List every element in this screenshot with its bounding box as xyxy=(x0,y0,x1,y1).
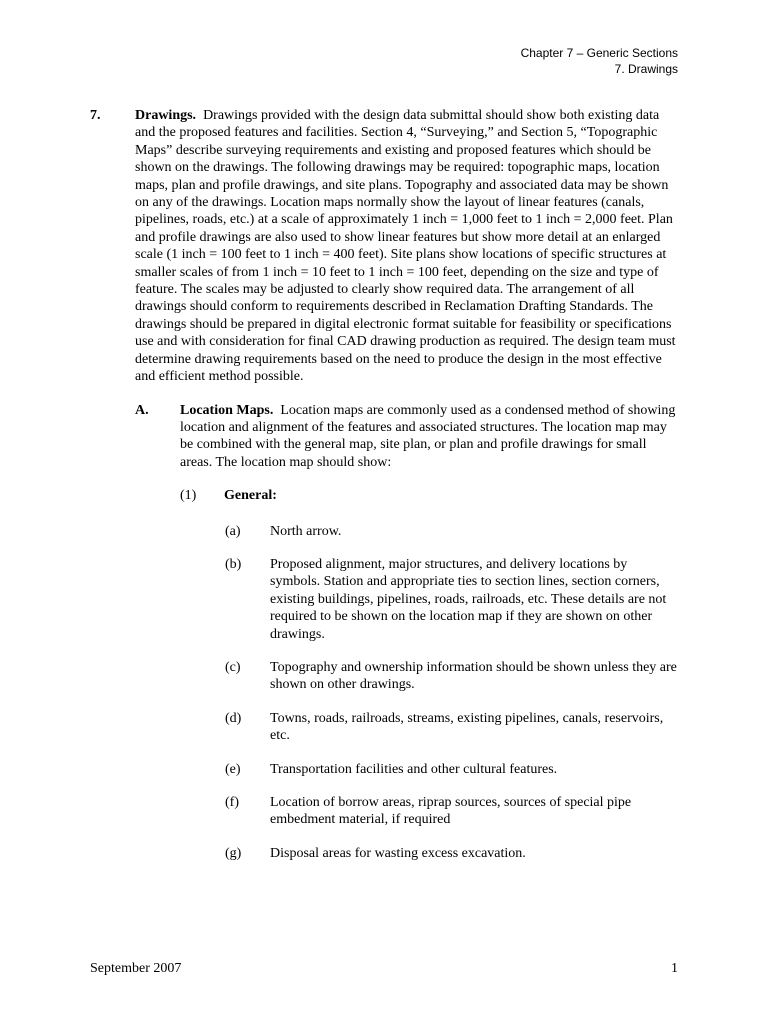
general-title: General: xyxy=(224,488,277,504)
list-item-label: (d) xyxy=(225,710,242,726)
list-item xyxy=(225,710,680,745)
list-item-label: (e) xyxy=(225,761,241,777)
subsection-title: Location Maps. xyxy=(180,402,274,418)
list-item-text: Proposed alignment, major structures, and delivery locations by symbols. Station and appropriate ties to section lines, section corners, existing buildings, pipelines, roads, railroads, etc. These details are not required to be shown on the location map if they are shown on other drawings. xyxy=(270,556,667,642)
list-item-label: (f) xyxy=(225,795,239,810)
list-item-text: Topography and ownership information should be shown unless they are shown on other drawings. xyxy=(270,659,677,693)
list-item-text: Disposal areas for wasting excess excavation. xyxy=(270,845,526,861)
list-item xyxy=(225,794,680,829)
list-item-label: (a) xyxy=(225,523,241,539)
footer-page-number: 1 xyxy=(671,961,678,976)
list-item-text: North arrow. xyxy=(270,523,342,539)
section-row xyxy=(90,107,680,386)
list-item-label: (c) xyxy=(225,659,241,675)
list-item xyxy=(225,845,680,862)
list-item xyxy=(225,659,680,694)
list-item xyxy=(225,556,680,643)
list-item-text: Location of borrow areas, riprap sources, sources of special pipe embedment material, if required xyxy=(270,795,632,828)
section-title: Drawings. xyxy=(135,108,197,123)
list-item-label: (g) xyxy=(225,845,242,861)
list-item xyxy=(225,761,680,778)
section-paragraph xyxy=(135,107,680,386)
list-item-text: Transportation facilities and other cultural features. xyxy=(270,761,558,777)
subsection-paragraph xyxy=(180,402,680,472)
header-chapter: Chapter 7 – Generic Sections xyxy=(520,46,678,60)
section-body: Drawings provided with the design data submittal should show both existing data and the proposed features and facilities. Section 4, “Surveying,” and Section 5, “Topographic Maps” describe surveying requirements and existing and proposed features which should be shown on the drawings. The following drawings may be required: topographic maps, location maps, plan and profile drawings, and site plans. Topography and associated data may be shown on any of the drawings. Location maps normally show the layout of linear features (canals, pipelines, roads, etc.) at a scale of approximately 1 inch = 1,000 feet to 1 inch = 2,000 feet. Plan and profile drawings are also used to show linear features but show more detail at an enlarged scale (1 inch = 100 feet to 1 inch = 400 feet). Site plans show locations of specific structures at smaller scales of from 1 inch = 10 feet to 1 inch = 100 feet, depending on the size and type of feature. The scales may be adjusted to clearly show required data. The arrangement of all drawings should conform to requirements described in Reclamation Drafting Standards. The drawings should be prepared in digital electronic format suitable for feasibility or specifications use and with consideration for final CAD drawing production as required. The design team must determine drawing requirements based on the need to produce the design in the most effective and efficient method possible. xyxy=(135,108,676,385)
general-number: (1) xyxy=(180,488,197,504)
section-number: 7. xyxy=(90,108,101,123)
footer-date: September 2007 xyxy=(90,961,182,976)
general-heading xyxy=(180,487,680,504)
subsection-location-maps xyxy=(135,402,680,472)
general-items-list xyxy=(225,523,680,863)
list-item-text: Towns, roads, railroads, streams, existing pipelines, canals, reservoirs, etc. xyxy=(270,710,664,744)
header-section: 7. Drawings xyxy=(614,62,678,76)
subsection-body: Location maps are commonly used as a condensed method of showing location and alignment of the features and associated structures. The location map may be combined with the general map, site plan, or plan and profile drawings for small areas. The location map should show: xyxy=(180,402,676,470)
section-drawings xyxy=(90,107,680,862)
list-item-label: (b) xyxy=(225,556,242,572)
page-header xyxy=(521,45,678,77)
subsection-number: A. xyxy=(135,402,149,418)
list-item xyxy=(225,523,680,540)
